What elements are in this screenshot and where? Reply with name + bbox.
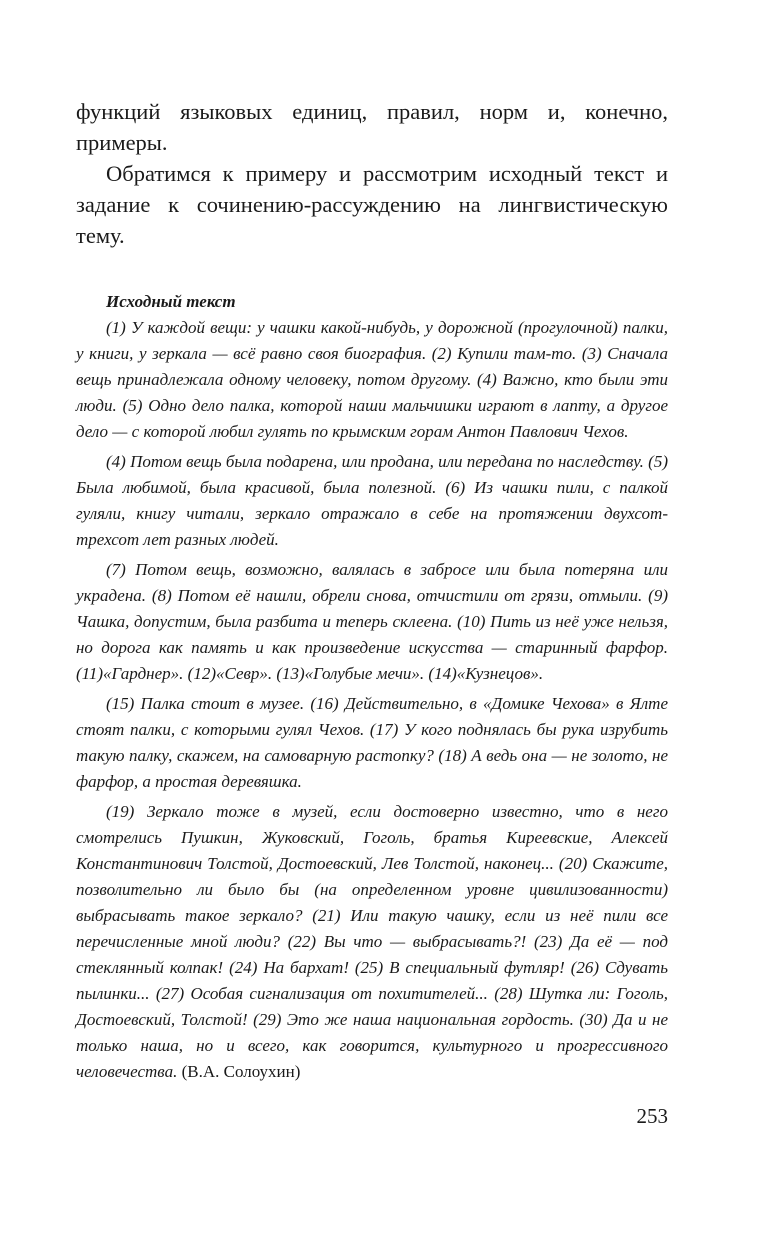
source-paragraph-3: (7) Потом вещь, возможно, валялась в забросе или была потеряна или украдена. (8) Потом её нашли, обрели снова, отчистили от грязи, отмыли. (9) Чашка, допустим, была разбита и теперь склеена. (10) Пить из неё уже нельзя, но дорога как память и как произведение искусства — старинный фарфор. (11)«Гарднер». (12)«Севр». (13)«Голубые мечи». (14)«Кузнецов». [76,560,668,683]
source-author: (В.А. Солоухин) [181,1062,301,1081]
source-text-block [76,289,668,1085]
intro-text [76,96,668,251]
source-paragraph-2: (4) Потом вещь была подарена, или продана, или передана по наследству. (5) Была любимой, была красивой, была полезной. (6) Из чашки пили, с палкой гуляли, книгу читали, зеркало отражало в себе на протяжении двухсот-трехсот лет разных людей. [76,452,668,549]
page-content [76,96,668,1089]
source-paragraph-5-text: (19) Зеркало тоже в музей, если достоверно известно, что в него смотрелись Пушкин, Жуковский, Гоголь, братья Киреевские, Алексей Константинович Толстой, Достоевский, Лев Толстой, наконец... (20) Скажите, позволительно ли было бы (на определенном уровне цивилизованности) выбрасывать такое зеркало? (21) Или такую чашку, если из неё пили все перечисленные мной люди? (22) Вы что — выбрасывать?! (23) Да её — под стеклянный колпак! (24) На бархат! (25) В специальный футляр! (26) Сдувать пылинки... (27) Особая сигнализация от похитителей... (28) Шутка ли: Гоголь, Достоевский, Толстой! (29) Это же наша национальная гордость. (30) Да и не только наша, но и всего, как говорится, культурного и прогрессивного человечества. [76,802,668,1081]
intro-paragraph-2: Обратимся к примеру и рассмотрим исходный текст и задание к сочинению-рассуждению на лингвистическую тему. [76,161,668,248]
source-paragraph-5 [76,799,668,1085]
source-paragraph-4: (15) Палка стоит в музее. (16) Действительно, в «Домике Чехова» в Ялте стоят палки, с которыми гулял Чехов. (17) У кого поднялась бы рука изрубить такую палку, скажем, на самоварную растопку? (18) А ведь она — не золото, не фарфор, а простая деревяшка. [76,694,668,791]
source-text-heading: Исходный текст [106,292,236,311]
intro-paragraph-1: функций языковых единиц, правил, норм и, конечно, примеры. [76,99,668,155]
source-paragraph-1: (1) У каждой вещи: у чашки какой-нибудь, у дорожной (прогулочной) палки, у книги, у зеркала — всё равно своя биография. (2) Купили там-то. (3) Сначала вещь принадлежала одному человеку, потом другому. (4) Важно, кто были эти люди. (5) Одно дело палка, которой наши мальчишки играют в лапту, а другое дело — с которой любил гулять по крымским горам Антон Павлович Чехов. [76,318,668,441]
page-number: 253 [636,1104,668,1128]
